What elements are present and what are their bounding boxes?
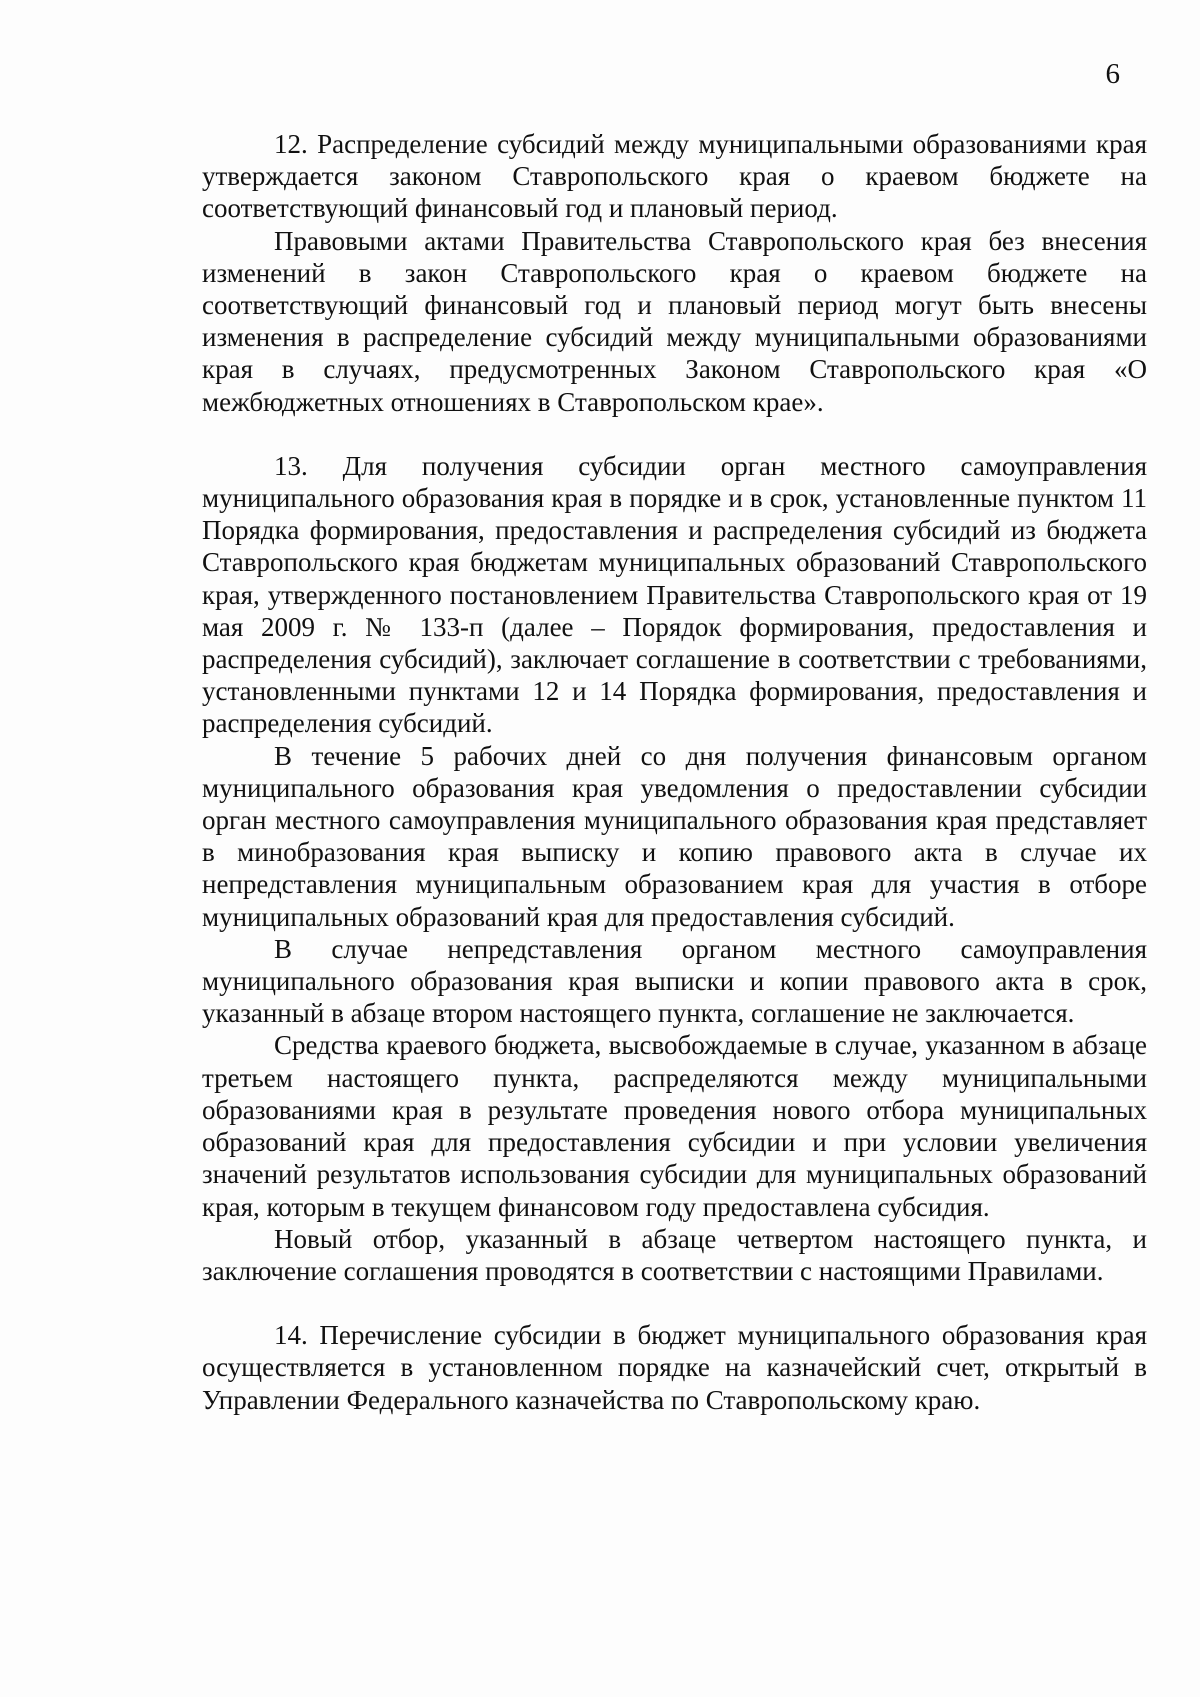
paragraph-14: 14. Перечисление субсидии в бюджет муниципального образования края осуществляется в установленном порядке на казначейский счет, открытый в Управлении Федерального казначейства по Ставропольскому краю.: [202, 1320, 1147, 1415]
paragraph-13-4: Средства краевого бюджета, высвобождаемые в случае, указанном в абзаце третьем настоящего пункта, распределяются между муниципальными образованиями края в результате проведения нового отбора муниципальных образований края для предоставления субсидии и при условии увеличения значений результатов использования субсидии для муниципальных образований края, которым в текущем финансовом году предоставлена субсидия.: [202, 1030, 1147, 1222]
paragraph-13-3: В случае непредставления органом местного самоуправления муниципального образования края выписки и копии правового акта в срок, указанный в абзаце втором настоящего пункта, соглашение не заключается.: [202, 933, 1147, 1029]
paragraph-13: 13. Для получения субсидии орган местного самоуправления муниципального образования края в порядке и в срок, установленные пунктом 11 Порядка формирования, предоставления и распределения субсидий из бюджета Ставропольского края бюджетам муниципальных образований Ставропольского края, утвержденного постановлением Правительства Ставропольского края от 19 мая 2009 г. № 133-п (далее – Порядок формирования, предоставления и распределения субсидий), заключает соглашение в соответствии с требованиями, установленными пунктами 12 и 14 Порядка формирования, предоставления и распределения субсидий.: [202, 450, 1147, 739]
paragraph-12: 12. Распределение субсидий между муниципальными образованиями края утверждается законом Ставропольского края о краевом бюджете на соответствующий финансовый год и плановый период.: [202, 129, 1147, 224]
paragraph-13-2: В течение 5 рабочих дней со дня получения финансовым органом муниципального образования края уведомления о предоставлении субсидии орган местного самоуправления муниципального образования края представляет в минобразования края выписку и копию правового акта в случае их непредставления муниципальным образованием края для участия в отборе муниципальных образований края для предоставления субсидий.: [202, 740, 1147, 932]
page-number: 6: [1105, 58, 1120, 90]
paragraph-13-5: Новый отбор, указанный в абзаце четвертом настоящего пункта, и заключение соглашения проводятся в соответствии с настоящими Правилами.: [202, 1223, 1147, 1286]
paragraph-12-2: Правовыми актами Правительства Ставропольского края без внесения изменений в закон Ставропольского края о краевом бюджете на соответствующий финансовый год и плановый период могут быть внесены изменения в распределение субсидий между муниципальными образованиями края в случаях, предусмотренных Законом Ставропольского края «О межбюджетных отношениях в Ставропольском крае».: [202, 225, 1147, 417]
document-body: [202, 128, 1147, 1416]
